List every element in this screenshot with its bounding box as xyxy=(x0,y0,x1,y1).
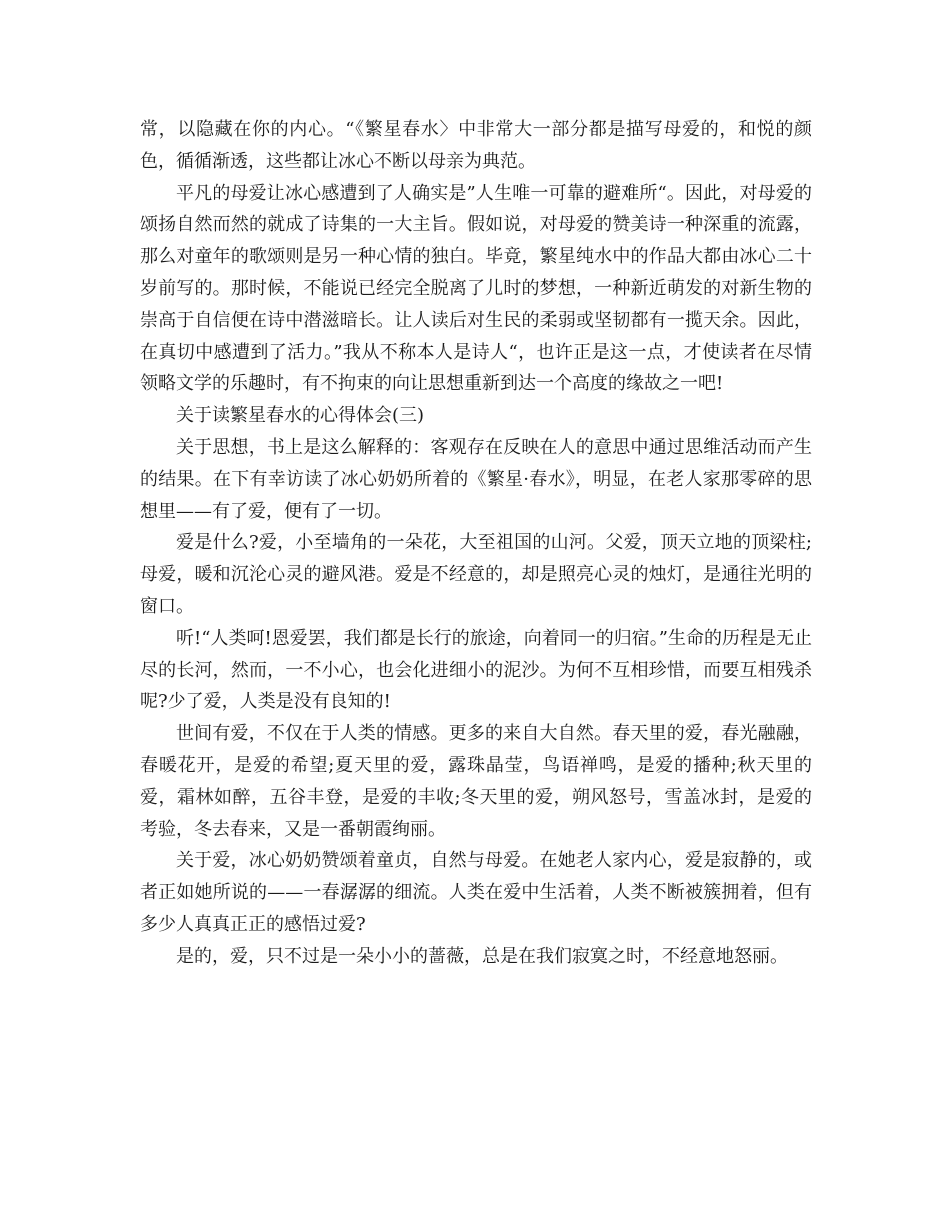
section-heading: 关于读繁星春水的心得体会(三) xyxy=(176,405,425,427)
document-body xyxy=(140,114,812,973)
paragraph: 平凡的母爱让冰心感遭到了人确实是”人生唯一可靠的避难所“。因此，对母爱的颂扬自然而然的就成了诗集的一大主旨。假如说，对母爱的赞美诗一种深重的流露，那么对童年的歌颂则是另一种心情的独白。毕竟，繁星纯水中的作品大都由冰心二十岁前写的。那时候，不能说已经完全脱离了儿时的梦想，一种新近萌发的对新生物的崇高于自信便在诗中潜滋暗长。让人读后对生民的柔弱或坚韧都有一揽天余。因此，在真切中感遭到了活力。”我从不称本人是诗人“，也许正是这一点，才使读者在尽情领略文学的乐趣时，有不拘束的向让思想重新到达一个高度的缘故之一吧! xyxy=(140,182,812,395)
paragraph: 听!“人类呵!恩爱罢，我们都是长行的旅途，向着同一的归宿。”生命的历程是无止尽的长河，然而，一不小心，也会化进细小的泥沙。为何不互相珍惜，而要互相残杀呢?少了爱，人类是没有良知的! xyxy=(140,627,812,713)
paragraph: 关于爱，冰心奶奶赞颂着童贞，自然与母爱。在她老人家内心，爱是寂静的，或者正如她所说的——一春潺潺的细流。人类在爱中生活着，人类不断被簇拥着，但有多少人真真正正的感悟过爱? xyxy=(140,850,812,935)
paragraph: 是的，爱，只不过是一朵小小的蔷薇，总是在我们寂寞之时，不经意地怒丽。 xyxy=(176,945,788,967)
paragraph: 常，以隐藏在你的内心。“《繁星春水〉中非常大一部分都是描写母爱的，和悦的颜色，循循渐透，这些都让冰心不断以母亲为典范。 xyxy=(140,119,812,172)
paragraph: 爱是什么?爱，小至墙角的一朵花，大至祖国的山河。父爱，顶天立地的顶梁柱;母爱，暖和沉沦心灵的避风港。爱是不经意的，却是照亮心灵的烛灯，是通往光明的窗口。 xyxy=(140,532,812,617)
paragraph: 世间有爱，不仅在于人类的情感。更多的来自大自然。春天里的爱，春光融融，春暖花开，是爱的希望;夏天里的爱，露珠晶莹，鸟语禅鸣，是爱的播种;秋天里的爱，霜林如醉，五谷丰登，是爱的丰收;冬天里的爱，朔风怒号，雪盖冰封，是爱的考验，冬去春来，又是一番朝霞绚丽。 xyxy=(140,723,812,840)
paragraph: 关于思想，书上是这么解释的：客观存在反映在人的意思中通过思维活动而产生的结果。在下有幸访读了冰心奶奶所着的《繁星·春水》，明显，在老人家那零碎的思想里——有了爱，便有了一切。 xyxy=(140,436,812,522)
